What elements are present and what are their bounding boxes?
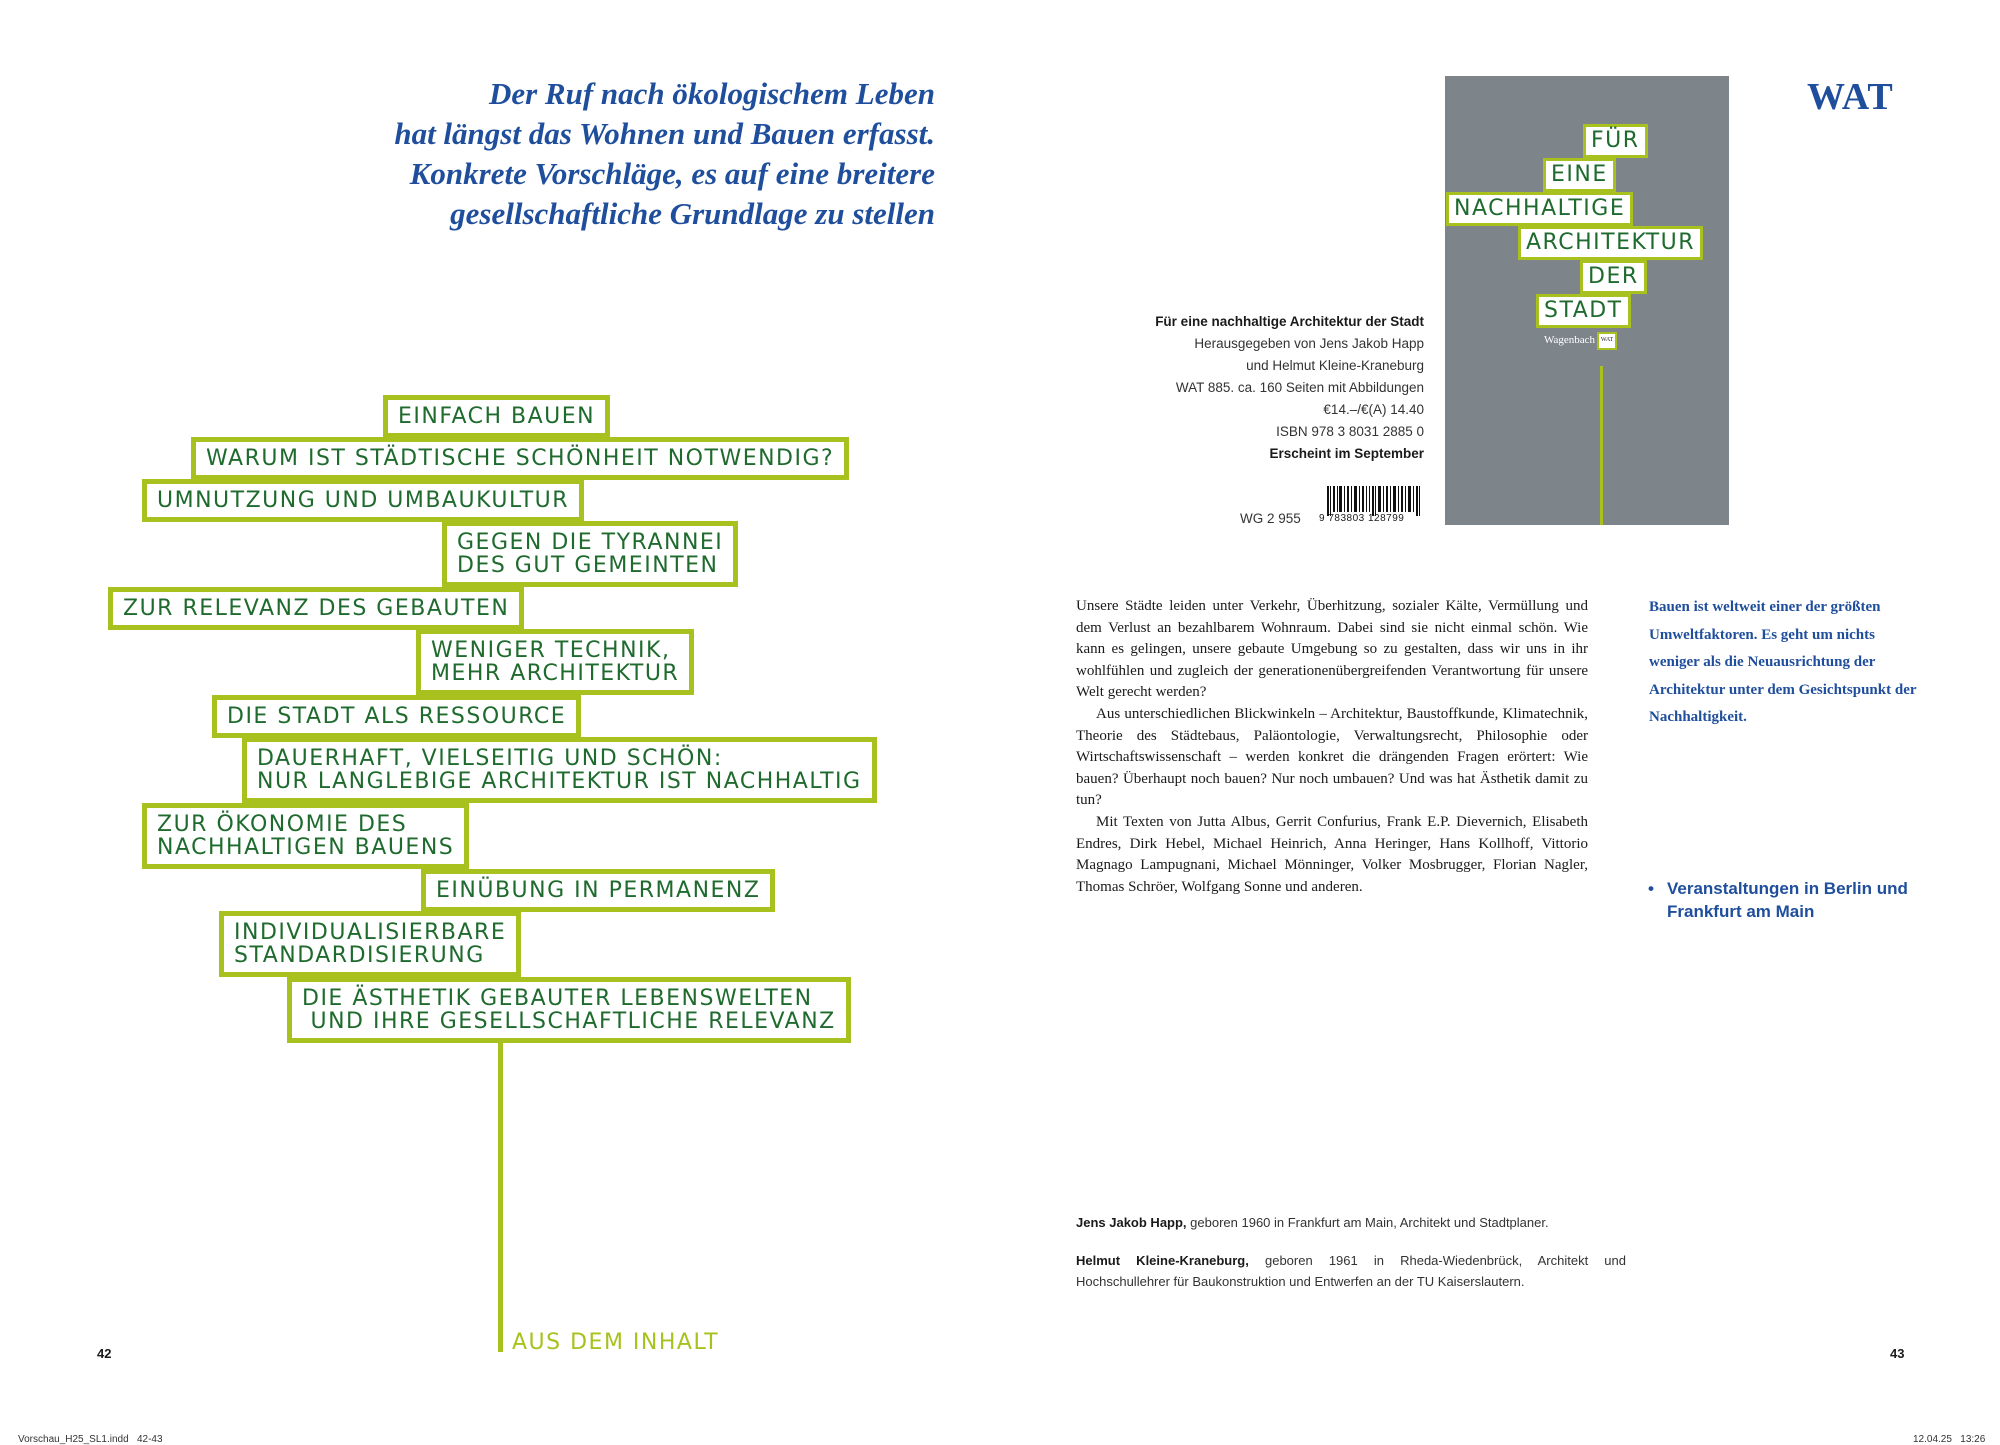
author-name: Jens Jakob Happ, <box>1076 1215 1187 1230</box>
slug-left: Vorschau_H25_SL1.indd 42-43 <box>18 1434 163 1445</box>
author-bio: Helmut Kleine-Kraneburg, geboren 1961 in Rheda-Wiedenbrück, Architekt und Hochschullehrer für Baukonstruktion und Entwerfen an der TU Kaiserslautern. <box>1076 1253 1626 1289</box>
side-note: Bauen ist weltweit einer der größten Umweltfaktoren. Es geht um nichts weniger als die Neuausrichtung der Architektur unter dem Gesichtspunkt der Nachhaltigkeit. <box>1649 599 1917 725</box>
wg-code: WG 2 955 <box>1240 511 1301 526</box>
cover-word: ARCHITEKTUR <box>1518 226 1703 260</box>
barcode-icon <box>1327 486 1422 516</box>
book-editors: Herausgegeben von Jens Jakob Happ <box>1194 336 1424 351</box>
cover-word: EINE <box>1543 158 1616 192</box>
cover-word: STADT <box>1536 294 1631 328</box>
contents-stem <box>498 1030 503 1352</box>
quote-line: Konkrete Vorschläge, es auf eine breitere <box>409 156 935 191</box>
contents-item: INDIVIDUALISIERBARE STANDARDISIERUNG <box>219 911 521 977</box>
page-number-right: 43 <box>1890 1346 1905 1361</box>
contents-label: AUS DEM INHALT <box>512 1330 720 1355</box>
cover-word: NACHHALTIGE <box>1446 192 1633 226</box>
author-name: Helmut Kleine-Kraneburg, <box>1076 1253 1249 1268</box>
contents-item: WENIGER TECHNIK, MEHR ARCHITEKTUR <box>416 629 694 695</box>
book-isbn: ISBN 978 3 8031 2885 0 <box>1276 424 1424 439</box>
cover-stem <box>1600 366 1603 525</box>
contents-item: ZUR RELEVANZ DES GEBAUTEN <box>108 587 524 630</box>
author-bio: Jens Jakob Happ, geboren 1960 in Frankfurt am Main, Architekt und Stadtplaner. <box>1076 1215 1549 1230</box>
book-series: WAT 885. ca. 160 Seiten mit Abbildungen <box>1175 380 1424 395</box>
body-text <box>1076 596 1588 898</box>
bullet: • <box>1648 879 1654 898</box>
cover-series-mark: WAT <box>1597 332 1617 350</box>
contents-item: DAUERHAFT, VIELSEITIG UND SCHÖN: NUR LANGLEBIGE ARCHITEKTUR IST NACHHALTIG <box>242 737 877 803</box>
barcode-digits: 9 783803 128799 <box>1319 513 1405 524</box>
contents-item: WARUM IST STÄDTISCHE SCHÖNHEIT NOTWENDIG? <box>191 437 849 480</box>
body-paragraph: Mit Texten von Jutta Albus, Gerrit Confurius, Frank E.P. Dievernich, Elisabeth Endres, Dirk Hebel, Michael Heinrich, Anna Heringer, Hans Kollhoff, Vittorio Magnago Lampugnani, Michael Mönninger, Volker Mosbrugger, Florian Nagler, Thomas Schröer, Wolfgang Sonne und anderen. <box>1076 813 1588 895</box>
contents-item: DIE ÄSTHETIK GEBAUTER LEBENSWELTEN UND IHRE GESELLSCHAFTLICHE RELEVANZ <box>287 977 851 1043</box>
imprint-logo: WAT <box>1807 76 1894 118</box>
book-info <box>1060 311 1424 465</box>
body-paragraph: Aus unterschiedlichen Blickwinkeln – Architektur, Baustoffkunde, Klimatechnik, Theorie des Städtebaus, Paläontologie, Verwaltungsrecht, Philosophie oder Wirtschaftswissenschaft – werden konkret die drängenden Fragen erörtert: Wie bauen? Überhaupt noch bauen? Nur noch umbauen? Und was hat Ästhetik damit zu tun? <box>1076 705 1588 809</box>
quote-line: hat längst das Wohnen und Bauen erfasst. <box>394 116 935 151</box>
events-text: Veranstaltungen in Berlin und Frankfurt am Main <box>1667 879 1908 921</box>
contents-item: DIE STADT ALS RESSOURCE <box>212 695 581 738</box>
slug-right: 12.04.25 13:26 <box>1913 1434 1986 1445</box>
book-cover <box>1445 76 1729 525</box>
book-title: Für eine nachhaltige Architektur der Stadt <box>1155 314 1424 329</box>
contents-item: UMNUTZUNG UND UMBAUKULTUR <box>142 479 584 522</box>
author-bios <box>1076 1212 1626 1309</box>
cover-publisher: Wagenbach <box>1544 334 1596 346</box>
contents-item: EINFACH BAUEN <box>383 395 610 438</box>
book-price: €14.–/€(A) 14.40 <box>1323 402 1424 417</box>
events-note <box>1648 877 1928 923</box>
contents-item: EINÜBUNG IN PERMANENZ <box>421 869 775 912</box>
cover-word: FÜR <box>1583 124 1648 158</box>
contents-item: ZUR ÖKONOMIE DES NACHHALTIGEN BAUENS <box>142 803 469 869</box>
cover-word: DER <box>1580 260 1647 294</box>
contents-item: GEGEN DIE TYRANNEI DES GUT GEMEINTEN <box>442 521 738 587</box>
body-paragraph: Unsere Städte leiden unter Verkehr, Überhitzung, sozialer Kälte, Vermüllung und dem Verlust an bezahlbarem Wohnraum. Dabei sind sie nicht einmal schön. Wie kann es gelingen, unsere gebaute Umgebung so zu gestalten, dass wir uns in ihr wohlfühlen und zugleich der generationenübergreifenden Verantwortung für unsere Welt gerecht werden? <box>1076 598 1588 701</box>
page-number-left: 42 <box>97 1346 112 1361</box>
book-editors: und Helmut Kleine-Kraneburg <box>1246 358 1424 373</box>
quote-line: gesellschaftliche Grundlage zu stellen <box>450 196 935 231</box>
intro-quote <box>280 74 935 234</box>
quote-line: Der Ruf nach ökologischem Leben <box>488 76 935 111</box>
book-release: Erscheint im September <box>1269 446 1424 461</box>
